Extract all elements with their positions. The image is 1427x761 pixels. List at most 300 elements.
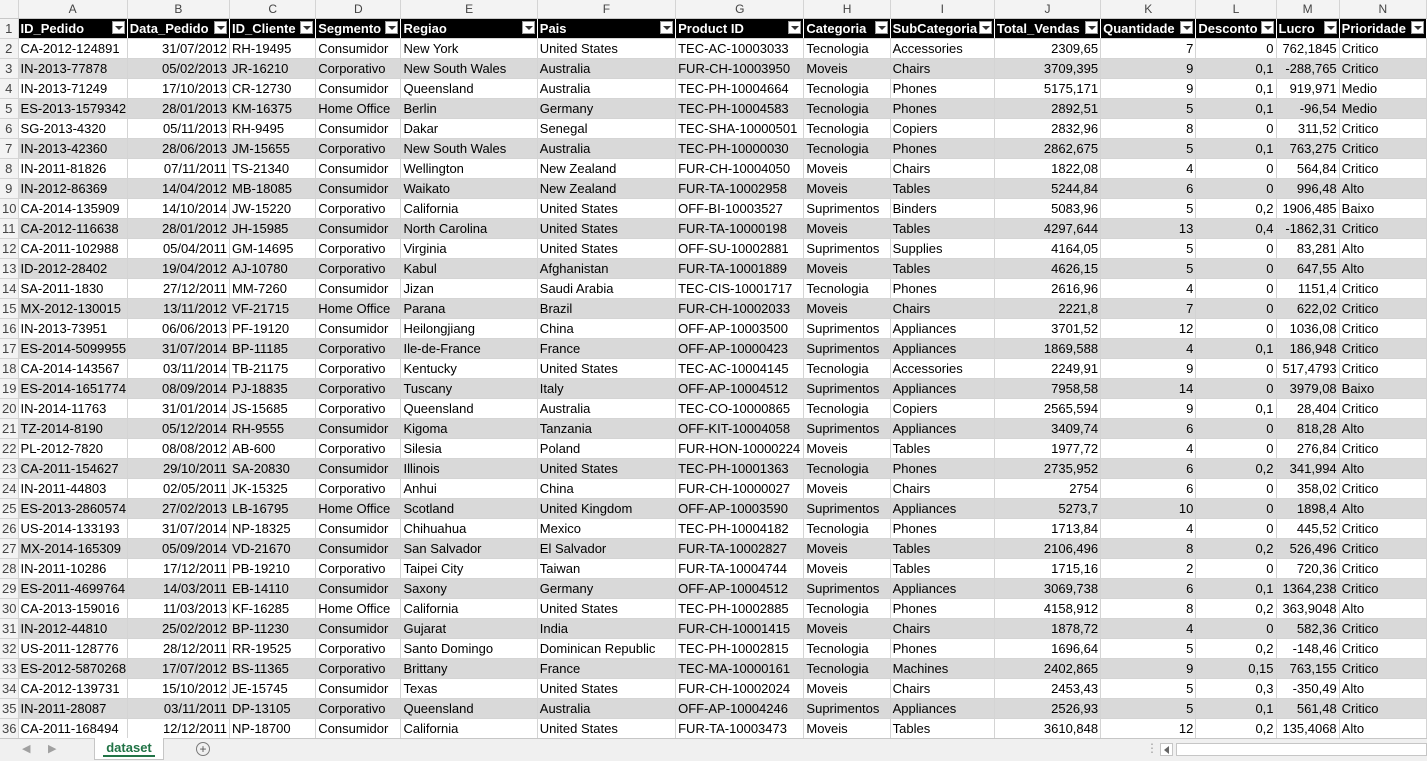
cell[interactable]: CA-2011-154627 — [18, 459, 127, 479]
cell[interactable]: Moveis — [804, 679, 890, 699]
cell[interactable]: United States — [537, 459, 675, 479]
cell[interactable]: 4164,05 — [994, 239, 1100, 259]
cell[interactable]: 5 — [1101, 139, 1196, 159]
cell[interactable]: -96,54 — [1276, 99, 1339, 119]
cell[interactable]: Queensland — [401, 79, 537, 99]
cell[interactable]: FUR-TA-10003473 — [676, 719, 804, 739]
cell[interactable]: 0 — [1196, 299, 1276, 319]
row-number[interactable]: 22 — [0, 439, 18, 459]
row-number[interactable]: 3 — [0, 59, 18, 79]
cell[interactable]: Critico — [1339, 539, 1426, 559]
cell[interactable]: 3069,738 — [994, 579, 1100, 599]
cell[interactable]: RH-19495 — [230, 39, 316, 59]
cell[interactable]: JM-15655 — [230, 139, 316, 159]
cell[interactable]: 276,84 — [1276, 439, 1339, 459]
cell[interactable]: 13 — [1101, 219, 1196, 239]
cell[interactable]: 19/04/2012 — [127, 259, 229, 279]
column-letter-m[interactable]: M — [1276, 0, 1339, 19]
cell[interactable]: 14/03/2011 — [127, 579, 229, 599]
cell[interactable]: 0 — [1196, 559, 1276, 579]
cell[interactable]: 561,48 — [1276, 699, 1339, 719]
cell[interactable]: FUR-CH-10001415 — [676, 619, 804, 639]
column-letter-b[interactable]: B — [127, 0, 229, 19]
cell[interactable]: Corporativo — [316, 339, 401, 359]
cell[interactable]: 05/02/2013 — [127, 59, 229, 79]
cell[interactable]: California — [401, 719, 537, 739]
cell[interactable]: MM-7260 — [230, 279, 316, 299]
sheet-tab-dataset[interactable]: dataset — [94, 738, 164, 760]
cell[interactable]: San Salvador — [401, 539, 537, 559]
cell[interactable]: ES-2013-1579342 — [18, 99, 127, 119]
cell[interactable]: 2892,51 — [994, 99, 1100, 119]
cell[interactable]: 582,36 — [1276, 619, 1339, 639]
cell[interactable]: Phones — [890, 459, 994, 479]
row-number[interactable]: 28 — [0, 559, 18, 579]
cell[interactable]: Corporativo — [316, 479, 401, 499]
cell[interactable]: 9 — [1101, 359, 1196, 379]
row-number[interactable]: 6 — [0, 119, 18, 139]
cell[interactable]: 1822,08 — [994, 159, 1100, 179]
cell[interactable]: OFF-KIT-10004058 — [676, 419, 804, 439]
cell[interactable]: OFF-AP-10000423 — [676, 339, 804, 359]
cell[interactable]: Home Office — [316, 599, 401, 619]
cell[interactable]: GM-14695 — [230, 239, 316, 259]
cell[interactable]: FUR-CH-10002024 — [676, 679, 804, 699]
cell[interactable]: Appliances — [890, 499, 994, 519]
cell[interactable]: Critico — [1339, 479, 1426, 499]
cell[interactable]: Germany — [537, 99, 675, 119]
cell[interactable]: 647,55 — [1276, 259, 1339, 279]
cell[interactable]: OFF-BI-10003527 — [676, 199, 804, 219]
cell[interactable]: 0 — [1196, 379, 1276, 399]
cell[interactable]: TEC-CIS-10001717 — [676, 279, 804, 299]
cell[interactable]: SA-2011-1830 — [18, 279, 127, 299]
cell[interactable]: Consumidor — [316, 279, 401, 299]
cell[interactable]: 2832,96 — [994, 119, 1100, 139]
cell[interactable]: 12/12/2011 — [127, 719, 229, 739]
cell[interactable]: 0,3 — [1196, 679, 1276, 699]
cell[interactable]: 0 — [1196, 619, 1276, 639]
cell[interactable]: Phones — [890, 279, 994, 299]
cell[interactable]: IN-2011-10286 — [18, 559, 127, 579]
cell[interactable]: 03/11/2014 — [127, 359, 229, 379]
cell[interactable]: 996,48 — [1276, 179, 1339, 199]
filter-dropdown-icon[interactable] — [112, 21, 125, 34]
cell[interactable]: 919,971 — [1276, 79, 1339, 99]
cell[interactable]: FUR-TA-10000198 — [676, 219, 804, 239]
cell[interactable]: IN-2014-11763 — [18, 399, 127, 419]
scroll-left-icon[interactable] — [1160, 743, 1173, 756]
cell[interactable]: Home Office — [316, 99, 401, 119]
cell[interactable]: United Kingdom — [537, 499, 675, 519]
cell[interactable]: Critico — [1339, 139, 1426, 159]
row-number[interactable]: 33 — [0, 659, 18, 679]
cell[interactable]: CA-2011-102988 — [18, 239, 127, 259]
cell[interactable]: 341,994 — [1276, 459, 1339, 479]
cell[interactable]: 0 — [1196, 239, 1276, 259]
cell[interactable]: Critico — [1339, 399, 1426, 419]
row-number[interactable]: 25 — [0, 499, 18, 519]
header-cell[interactable] — [18, 19, 127, 39]
cell[interactable]: ID-2012-28402 — [18, 259, 127, 279]
cell[interactable]: 4297,644 — [994, 219, 1100, 239]
cell[interactable]: Tables — [890, 719, 994, 739]
cell[interactable]: 2754 — [994, 479, 1100, 499]
cell[interactable]: US-2011-128776 — [18, 639, 127, 659]
cell[interactable]: Australia — [537, 699, 675, 719]
cell[interactable]: 186,948 — [1276, 339, 1339, 359]
cell[interactable]: CR-12730 — [230, 79, 316, 99]
tab-split-handle-icon[interactable]: ⋮ — [1146, 741, 1158, 755]
cell[interactable]: 6 — [1101, 419, 1196, 439]
cell[interactable]: JK-15325 — [230, 479, 316, 499]
filter-dropdown-icon[interactable] — [1411, 21, 1424, 34]
cell[interactable]: 2221,8 — [994, 299, 1100, 319]
cell[interactable]: 622,02 — [1276, 299, 1339, 319]
cell[interactable]: 2249,91 — [994, 359, 1100, 379]
cell[interactable]: 5 — [1101, 99, 1196, 119]
cell[interactable]: Moveis — [804, 59, 890, 79]
column-letter-f[interactable]: F — [537, 0, 675, 19]
cell[interactable]: Consumidor — [316, 319, 401, 339]
cell[interactable]: IN-2012-44810 — [18, 619, 127, 639]
cell[interactable]: 29/10/2011 — [127, 459, 229, 479]
cell[interactable]: Alto — [1339, 179, 1426, 199]
cell[interactable]: 3979,08 — [1276, 379, 1339, 399]
cell[interactable]: 1364,238 — [1276, 579, 1339, 599]
cell[interactable]: 5083,96 — [994, 199, 1100, 219]
cell[interactable]: 3610,848 — [994, 719, 1100, 739]
cell[interactable]: Corporativo — [316, 259, 401, 279]
cell[interactable]: 6 — [1101, 179, 1196, 199]
cell[interactable]: Suprimentos — [804, 499, 890, 519]
header-cell[interactable] — [804, 19, 890, 39]
cell[interactable]: 135,4068 — [1276, 719, 1339, 739]
cell[interactable]: Consumidor — [316, 519, 401, 539]
scrollbar-track[interactable] — [1176, 743, 1427, 756]
cell[interactable]: 0,2 — [1196, 639, 1276, 659]
cell[interactable]: Appliances — [890, 419, 994, 439]
add-sheet-icon[interactable]: + — [196, 742, 210, 756]
cell[interactable]: 0,1 — [1196, 579, 1276, 599]
cell[interactable]: MX-2014-165309 — [18, 539, 127, 559]
cell[interactable]: Moveis — [804, 479, 890, 499]
cell[interactable]: Poland — [537, 439, 675, 459]
row-number[interactable]: 11 — [0, 219, 18, 239]
filter-dropdown-icon[interactable] — [1324, 21, 1337, 34]
cell[interactable]: 4 — [1101, 519, 1196, 539]
cell[interactable]: SG-2013-4320 — [18, 119, 127, 139]
cell[interactable]: 2735,952 — [994, 459, 1100, 479]
cell[interactable]: Accessories — [890, 359, 994, 379]
cell[interactable]: TEC-PH-10004182 — [676, 519, 804, 539]
cell[interactable]: Alto — [1339, 259, 1426, 279]
cell[interactable]: Chairs — [890, 479, 994, 499]
row-number[interactable]: 31 — [0, 619, 18, 639]
cell[interactable]: 2565,594 — [994, 399, 1100, 419]
cell[interactable]: 1898,4 — [1276, 499, 1339, 519]
cell[interactable]: Berlin — [401, 99, 537, 119]
cell[interactable]: Consumidor — [316, 719, 401, 739]
cell[interactable]: 27/02/2013 — [127, 499, 229, 519]
cell[interactable]: 0 — [1196, 39, 1276, 59]
cell[interactable]: China — [537, 479, 675, 499]
cell[interactable]: 8 — [1101, 119, 1196, 139]
cell[interactable]: 5 — [1101, 639, 1196, 659]
cell[interactable]: Tecnologia — [804, 119, 890, 139]
cell[interactable]: Phones — [890, 99, 994, 119]
cell[interactable]: CA-2012-124891 — [18, 39, 127, 59]
cell[interactable]: AB-600 — [230, 439, 316, 459]
cell[interactable]: 12 — [1101, 319, 1196, 339]
cell[interactable]: Consumidor — [316, 579, 401, 599]
cell[interactable]: 6 — [1101, 579, 1196, 599]
cell[interactable]: Supplies — [890, 239, 994, 259]
cell[interactable]: Baixo — [1339, 199, 1426, 219]
cell[interactable]: Tables — [890, 179, 994, 199]
cell[interactable]: 25/02/2012 — [127, 619, 229, 639]
cell[interactable]: JE-15745 — [230, 679, 316, 699]
cell[interactable]: CA-2014-135909 — [18, 199, 127, 219]
cell[interactable]: 31/07/2014 — [127, 519, 229, 539]
row-number[interactable]: 19 — [0, 379, 18, 399]
cell[interactable]: JS-15685 — [230, 399, 316, 419]
cell[interactable]: 2862,675 — [994, 139, 1100, 159]
cell[interactable]: 03/11/2011 — [127, 699, 229, 719]
column-letter-j[interactable]: J — [994, 0, 1100, 19]
cell[interactable]: TS-21340 — [230, 159, 316, 179]
cell[interactable]: ES-2014-1651774 — [18, 379, 127, 399]
cell[interactable]: 0,2 — [1196, 199, 1276, 219]
cell[interactable]: Moveis — [804, 219, 890, 239]
cell[interactable]: IN-2013-73951 — [18, 319, 127, 339]
header-cell[interactable] — [1276, 19, 1339, 39]
cell[interactable]: 720,36 — [1276, 559, 1339, 579]
cell[interactable]: Germany — [537, 579, 675, 599]
cell[interactable]: Tables — [890, 539, 994, 559]
cell[interactable]: VF-21715 — [230, 299, 316, 319]
cell[interactable]: Machines — [890, 659, 994, 679]
cell[interactable]: MX-2012-130015 — [18, 299, 127, 319]
cell[interactable]: Appliances — [890, 339, 994, 359]
cell[interactable]: Consumidor — [316, 539, 401, 559]
column-letter-e[interactable]: E — [401, 0, 537, 19]
cell[interactable]: Home Office — [316, 299, 401, 319]
cell[interactable]: 05/11/2013 — [127, 119, 229, 139]
cell[interactable]: Corporativo — [316, 139, 401, 159]
column-letter-k[interactable]: K — [1101, 0, 1196, 19]
cell[interactable]: Home Office — [316, 499, 401, 519]
cell[interactable]: BS-11365 — [230, 659, 316, 679]
header-cell[interactable] — [537, 19, 675, 39]
cell[interactable]: TEC-AC-10003033 — [676, 39, 804, 59]
cell[interactable]: JH-15985 — [230, 219, 316, 239]
filter-dropdown-icon[interactable] — [1180, 21, 1193, 34]
cell[interactable]: 2526,93 — [994, 699, 1100, 719]
cell[interactable]: -148,46 — [1276, 639, 1339, 659]
cell[interactable]: 4 — [1101, 339, 1196, 359]
cell[interactable]: JW-15220 — [230, 199, 316, 219]
cell[interactable]: Consumidor — [316, 39, 401, 59]
filter-dropdown-icon[interactable] — [1261, 21, 1274, 34]
cell[interactable]: 1906,485 — [1276, 199, 1339, 219]
cell[interactable]: Tecnologia — [804, 599, 890, 619]
row-number[interactable]: 26 — [0, 519, 18, 539]
cell[interactable]: NP-18700 — [230, 719, 316, 739]
cell[interactable]: Corporativo — [316, 639, 401, 659]
cell[interactable]: LB-16795 — [230, 499, 316, 519]
cell[interactable]: PF-19120 — [230, 319, 316, 339]
cell[interactable]: 2106,496 — [994, 539, 1100, 559]
cell[interactable]: France — [537, 659, 675, 679]
cell[interactable]: 564,84 — [1276, 159, 1339, 179]
cell[interactable]: Consumidor — [316, 679, 401, 699]
cell[interactable]: 08/09/2014 — [127, 379, 229, 399]
cell[interactable]: 0 — [1196, 259, 1276, 279]
cell[interactable]: 0 — [1196, 419, 1276, 439]
cell[interactable]: 445,52 — [1276, 519, 1339, 539]
cell[interactable]: JR-16210 — [230, 59, 316, 79]
row-number[interactable]: 15 — [0, 299, 18, 319]
cell[interactable]: Phones — [890, 519, 994, 539]
cell[interactable]: 17/10/2013 — [127, 79, 229, 99]
cell[interactable]: 28/12/2011 — [127, 639, 229, 659]
cell[interactable]: Suprimentos — [804, 319, 890, 339]
cell[interactable]: ES-2012-5870268 — [18, 659, 127, 679]
cell[interactable]: Phones — [890, 79, 994, 99]
cell[interactable]: Italy — [537, 379, 675, 399]
cell[interactable]: Copiers — [890, 399, 994, 419]
cell[interactable]: TEC-PH-10002885 — [676, 599, 804, 619]
cell[interactable]: OFF-AP-10004512 — [676, 579, 804, 599]
cell[interactable]: France — [537, 339, 675, 359]
cell[interactable]: 5244,84 — [994, 179, 1100, 199]
cell[interactable]: Australia — [537, 399, 675, 419]
cell[interactable]: Kentucky — [401, 359, 537, 379]
cell[interactable]: CA-2011-168494 — [18, 719, 127, 739]
cell[interactable]: 763,275 — [1276, 139, 1339, 159]
cell[interactable]: 9 — [1101, 79, 1196, 99]
cell[interactable]: Moveis — [804, 539, 890, 559]
cell[interactable]: El Salvador — [537, 539, 675, 559]
column-letter-n[interactable]: N — [1339, 0, 1426, 19]
cell[interactable]: 363,9048 — [1276, 599, 1339, 619]
cell[interactable]: 0,2 — [1196, 539, 1276, 559]
cell[interactable]: Chairs — [890, 679, 994, 699]
cell[interactable]: Critico — [1339, 39, 1426, 59]
cell[interactable]: 1713,84 — [994, 519, 1100, 539]
cell[interactable]: Suprimentos — [804, 379, 890, 399]
cell[interactable]: CA-2012-139731 — [18, 679, 127, 699]
cell[interactable]: RR-19525 — [230, 639, 316, 659]
row-number[interactable]: 34 — [0, 679, 18, 699]
cell[interactable]: 14/10/2014 — [127, 199, 229, 219]
cell[interactable]: Scotland — [401, 499, 537, 519]
cell[interactable]: PJ-18835 — [230, 379, 316, 399]
cell[interactable]: 02/05/2011 — [127, 479, 229, 499]
cell[interactable]: 0,1 — [1196, 79, 1276, 99]
cell[interactable]: CA-2013-159016 — [18, 599, 127, 619]
cell[interactable]: TEC-PH-10002815 — [676, 639, 804, 659]
cell[interactable]: Consumidor — [316, 419, 401, 439]
cell[interactable]: Kigoma — [401, 419, 537, 439]
row-number[interactable]: 5 — [0, 99, 18, 119]
row-number[interactable]: 4 — [0, 79, 18, 99]
select-all-corner[interactable] — [0, 0, 18, 19]
cell[interactable]: 05/09/2014 — [127, 539, 229, 559]
cell[interactable]: 1878,72 — [994, 619, 1100, 639]
cell[interactable]: 5 — [1101, 259, 1196, 279]
cell[interactable]: Consumidor — [316, 219, 401, 239]
cell[interactable]: US-2014-133193 — [18, 519, 127, 539]
cell[interactable]: 0,2 — [1196, 599, 1276, 619]
cell[interactable]: Appliances — [890, 579, 994, 599]
cell[interactable]: 05/04/2011 — [127, 239, 229, 259]
cell[interactable]: 08/08/2012 — [127, 439, 229, 459]
cell[interactable]: Australia — [537, 59, 675, 79]
cell[interactable]: 11/03/2013 — [127, 599, 229, 619]
cell[interactable]: 1869,588 — [994, 339, 1100, 359]
cell[interactable]: BP-11185 — [230, 339, 316, 359]
cell[interactable]: NP-18325 — [230, 519, 316, 539]
cell[interactable]: OFF-AP-10004512 — [676, 379, 804, 399]
cell[interactable]: Parana — [401, 299, 537, 319]
row-number[interactable]: 13 — [0, 259, 18, 279]
cell[interactable]: Moveis — [804, 179, 890, 199]
cell[interactable]: 14/04/2012 — [127, 179, 229, 199]
cell[interactable]: 763,155 — [1276, 659, 1339, 679]
cell[interactable]: -1862,31 — [1276, 219, 1339, 239]
row-number[interactable]: 24 — [0, 479, 18, 499]
cell[interactable]: Tecnologia — [804, 359, 890, 379]
cell[interactable]: 0,2 — [1196, 459, 1276, 479]
cell[interactable]: 5 — [1101, 199, 1196, 219]
cell[interactable]: 4 — [1101, 279, 1196, 299]
cell[interactable]: 83,281 — [1276, 239, 1339, 259]
cell[interactable]: Moveis — [804, 259, 890, 279]
cell[interactable]: 31/07/2012 — [127, 39, 229, 59]
column-letter-c[interactable]: C — [230, 0, 316, 19]
cell[interactable]: Corporativo — [316, 699, 401, 719]
cell[interactable]: FUR-CH-10000027 — [676, 479, 804, 499]
cell[interactable]: Consumidor — [316, 159, 401, 179]
cell[interactable]: Australia — [537, 79, 675, 99]
row-number[interactable]: 12 — [0, 239, 18, 259]
cell[interactable]: PB-19210 — [230, 559, 316, 579]
cell[interactable]: 0 — [1196, 179, 1276, 199]
column-letter-h[interactable]: H — [804, 0, 890, 19]
cell[interactable]: Critico — [1339, 339, 1426, 359]
cell[interactable]: 762,1845 — [1276, 39, 1339, 59]
cell[interactable]: Corporativo — [316, 559, 401, 579]
cell[interactable]: 14 — [1101, 379, 1196, 399]
cell[interactable]: PL-2012-7820 — [18, 439, 127, 459]
cell[interactable]: -288,765 — [1276, 59, 1339, 79]
cell[interactable]: Corporativo — [316, 379, 401, 399]
cell[interactable]: Consumidor — [316, 619, 401, 639]
cell[interactable]: Suprimentos — [804, 239, 890, 259]
cell[interactable]: 28/01/2012 — [127, 219, 229, 239]
row-number[interactable]: 20 — [0, 399, 18, 419]
cell[interactable]: India — [537, 619, 675, 639]
cell[interactable]: IN-2013-71249 — [18, 79, 127, 99]
cell[interactable]: 4158,912 — [994, 599, 1100, 619]
cell[interactable]: Tecnologia — [804, 39, 890, 59]
cell[interactable]: Tuscany — [401, 379, 537, 399]
cell[interactable]: 5 — [1101, 679, 1196, 699]
cell[interactable]: 4 — [1101, 159, 1196, 179]
row-number[interactable]: 21 — [0, 419, 18, 439]
